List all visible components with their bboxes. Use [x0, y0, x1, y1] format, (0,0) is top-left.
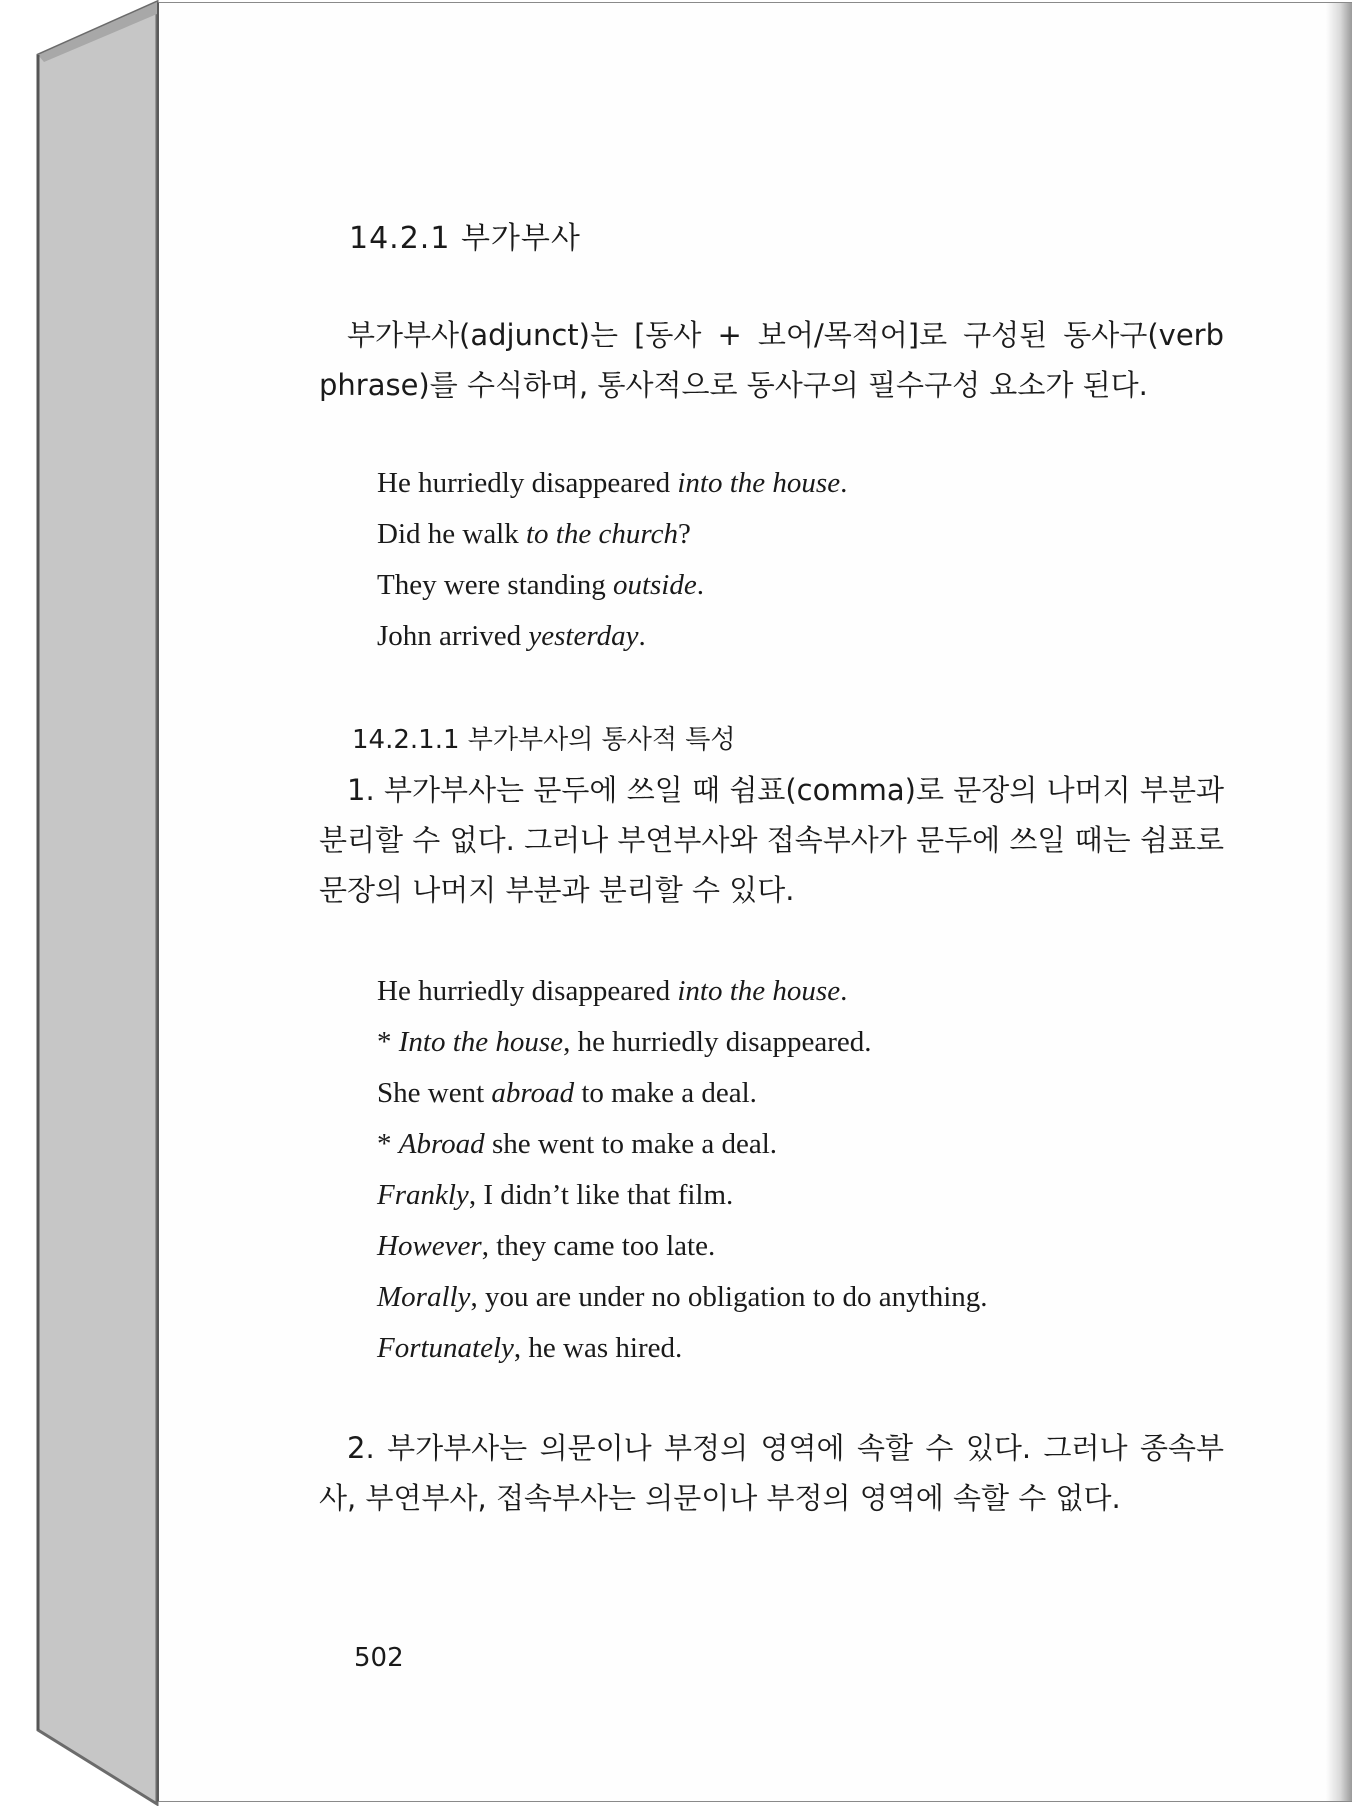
example-sentence	[377, 1068, 988, 1119]
subsection-heading: 14.2.1.1 부가부사의 통사적 특성	[352, 725, 736, 755]
intro-text: 부가부사(adjunct)는 [동사 + 보어/목적어]로 구성된 동사구(verb phrase)를 수식하며, 통사적으로 동사구의 필수구성 요소가 된다.	[319, 318, 1224, 402]
example-plain-text: , you are under no obligation to do anything.	[470, 1281, 988, 1313]
example-plain-text: , they came too late.	[481, 1230, 716, 1262]
example-sentence	[377, 1221, 988, 1272]
section-heading: 14.2.1 부가부사	[349, 221, 581, 256]
example-adverbial: to the church	[526, 518, 678, 550]
example-adverbial: However	[377, 1230, 482, 1262]
example-adverbial: Fortunately	[377, 1332, 514, 1364]
example-adverbial: into the house	[677, 975, 841, 1007]
example-sentence	[377, 611, 847, 662]
example-adverbial: Abroad	[398, 1128, 485, 1160]
example-adverbial: Morally	[377, 1281, 471, 1313]
example-sentence	[377, 509, 847, 560]
point-1-paragraph	[319, 765, 1224, 915]
point-2-paragraph	[319, 1423, 1224, 1523]
intro-paragraph	[319, 310, 1224, 410]
example-adverbial: yesterday	[528, 620, 639, 652]
example-list-2	[377, 966, 988, 1374]
book-spine	[0, 0, 170, 1806]
example-adverbial: abroad	[491, 1077, 575, 1109]
example-plain-text: .	[638, 620, 646, 652]
example-sentence	[377, 1170, 988, 1221]
example-adverbial: Into the house	[398, 1026, 564, 1058]
example-plain-text: .	[840, 975, 848, 1007]
example-plain-text: , he hurriedly disappeared.	[563, 1026, 872, 1058]
example-sentence	[377, 1323, 988, 1374]
example-sentence	[377, 1017, 988, 1068]
example-plain-text: He hurriedly disappeared	[377, 467, 678, 499]
example-plain-text: John arrived	[377, 620, 529, 652]
example-sentence	[377, 1272, 988, 1323]
book-page	[157, 2, 1352, 1802]
example-plain-text: to make a deal.	[574, 1077, 757, 1109]
example-plain-text: .	[696, 569, 704, 601]
example-plain-text: , he was hired.	[513, 1332, 683, 1364]
example-plain-text: , I didn’t like that film.	[468, 1179, 734, 1211]
example-adverbial: outside	[612, 569, 697, 601]
page-number: 502	[354, 1643, 404, 1673]
example-sentence	[377, 1119, 988, 1170]
example-plain-text: *	[377, 1026, 399, 1058]
example-sentence	[377, 966, 988, 1017]
point-2-text: 2. 부가부사는 의문이나 부정의 영역에 속할 수 있다. 그러나 종속부사, 부연부사, 접속부사는 의문이나 부정의 영역에 속할 수 없다.	[319, 1431, 1224, 1515]
example-plain-text: He hurriedly disappeared	[377, 975, 678, 1007]
example-plain-text: she went to make a deal.	[484, 1128, 777, 1160]
example-plain-text: ?	[677, 518, 691, 550]
example-plain-text: They were standing	[377, 569, 613, 601]
example-plain-text: *	[377, 1128, 399, 1160]
example-plain-text: Did he walk	[377, 518, 526, 550]
point-1-text: 1. 부가부사는 문두에 쓰일 때 쉼표(comma)로 문장의 나머지 부분과 분리할 수 없다. 그러나 부연부사와 접속부사가 문두에 쓰일 때는 쉼표로 문장의 나머지 부분과 분리할 수 있다.	[319, 773, 1224, 907]
example-plain-text: She went	[377, 1077, 492, 1109]
example-sentence	[377, 560, 847, 611]
example-sentence	[377, 458, 847, 509]
example-adverbial: into the house	[677, 467, 841, 499]
example-list-1	[377, 458, 847, 662]
example-adverbial: Frankly	[377, 1179, 469, 1211]
example-plain-text: .	[840, 467, 848, 499]
